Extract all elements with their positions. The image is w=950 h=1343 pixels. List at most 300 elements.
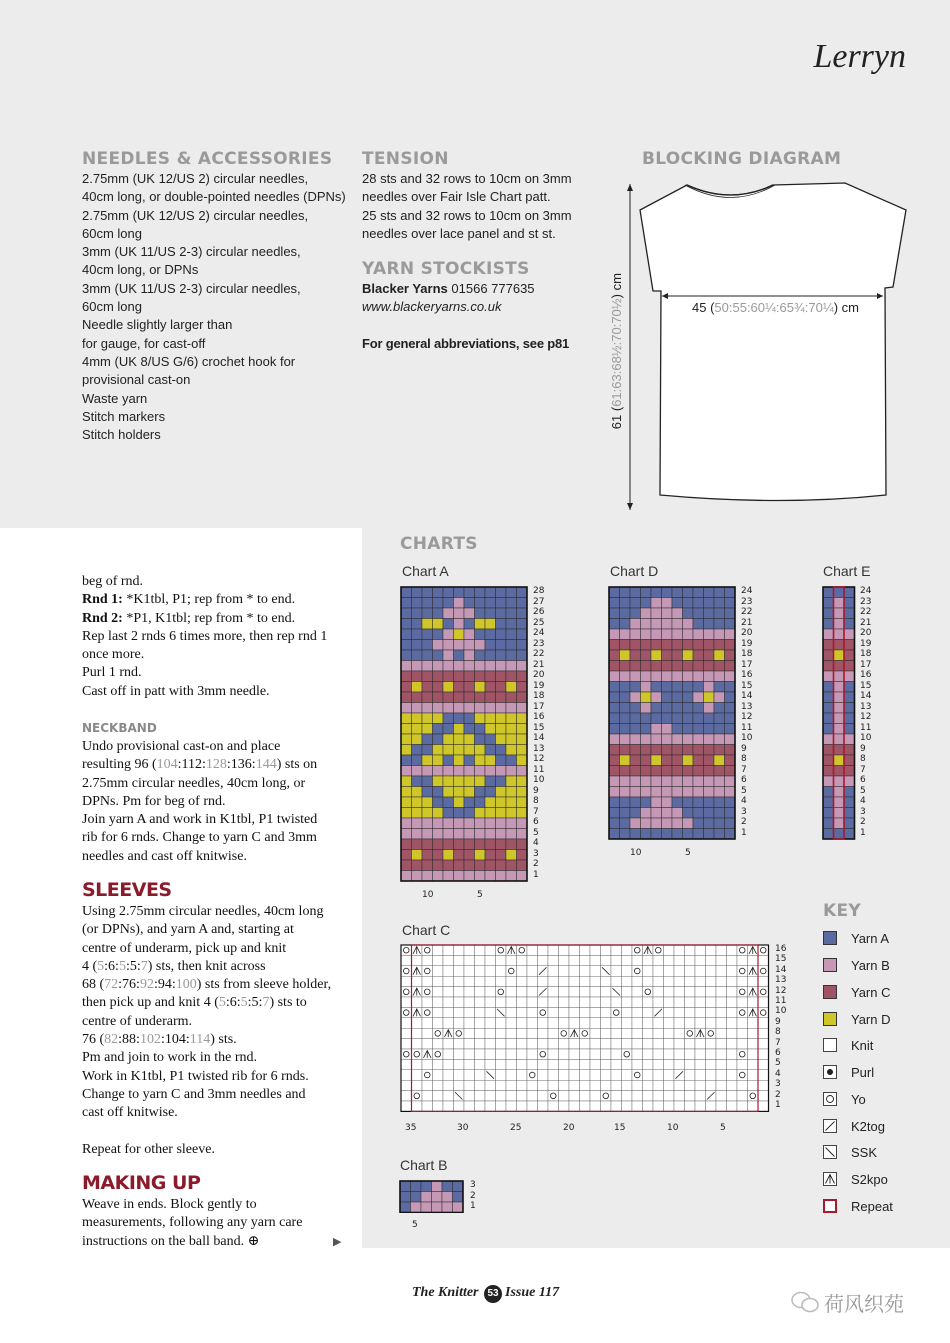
row-number: 17 (533, 701, 545, 712)
chart-cell (401, 1091, 412, 1101)
chart-cell (758, 945, 769, 955)
chart-cell (662, 608, 673, 619)
chart-cell (475, 640, 486, 651)
chart-cell (401, 987, 412, 997)
row-number: 22 (860, 607, 872, 617)
chart-cell (834, 682, 845, 693)
row-number: 7 (533, 806, 539, 817)
chart-cell (485, 966, 496, 976)
chart-cell (454, 955, 465, 965)
chart-cell (422, 987, 433, 997)
chart-cell (695, 955, 706, 965)
chart-cell (496, 598, 507, 609)
chart-cell (485, 1049, 496, 1059)
chart-cell (674, 987, 685, 997)
chart-cell (622, 1018, 633, 1028)
chart-cell (672, 682, 683, 693)
chart-cell (737, 1018, 748, 1028)
chart-cell (622, 1039, 633, 1049)
chart-cell (844, 755, 855, 766)
tension-list (362, 170, 622, 243)
chart-cell (422, 682, 433, 693)
chart-cell (496, 671, 507, 682)
chart-cell (475, 1049, 486, 1059)
row-number: 23 (533, 638, 545, 649)
chart-cell (401, 1028, 412, 1038)
chart-cell (714, 745, 725, 756)
chart-cell (695, 1018, 706, 1028)
chart-cell (517, 871, 528, 882)
chart-cell (823, 797, 834, 808)
chart-cell (630, 598, 641, 609)
chart-cell (454, 703, 465, 714)
chart-cell (580, 955, 591, 965)
chart-cell (517, 945, 528, 955)
text-line: (or DPNs), and yarn A and, starting at (82, 922, 294, 938)
chart-cell (454, 797, 465, 808)
chart-cell (630, 755, 641, 766)
chart-cell (674, 966, 685, 976)
chart-cell (464, 1070, 475, 1080)
chart-cell (643, 1070, 654, 1080)
chart-cell (433, 1059, 444, 1069)
chart-cell (727, 1018, 738, 1028)
chart-cell (601, 1059, 612, 1069)
chart-cell (401, 776, 412, 787)
chart-cell (412, 1091, 423, 1101)
chart-cell (748, 1101, 759, 1111)
color-swatch (823, 985, 837, 999)
stockists-heading: YARN STOCKISTS (362, 259, 530, 279)
chart-cell (454, 671, 465, 682)
chart-cell (725, 818, 736, 829)
chart-cell (727, 955, 738, 965)
chart-cell (695, 945, 706, 955)
chart-cell (611, 976, 622, 986)
chart-cell (517, 587, 528, 598)
chart-cell (464, 797, 475, 808)
chart-cell (651, 598, 662, 609)
size-variant: 144 (255, 757, 277, 773)
row-number: 12 (741, 712, 753, 722)
chart-cell (485, 976, 496, 986)
chart-cell (693, 724, 704, 735)
chart-cell (443, 661, 454, 672)
chart-cell (422, 766, 433, 777)
chart-cell (620, 818, 631, 829)
chart-cell (844, 745, 855, 756)
chart-c-col-number: 25 (510, 1123, 522, 1133)
size-variant: 100 (175, 977, 197, 993)
chart-e (822, 586, 858, 840)
chart-cell (433, 787, 444, 798)
chart-cell (506, 650, 517, 661)
chart-cell (662, 703, 673, 714)
chart-cell (422, 713, 433, 724)
text-line: cast off knitwise. (82, 1105, 178, 1121)
chart-cell (716, 997, 727, 1007)
chart-cell (651, 734, 662, 745)
chart-cell (485, 703, 496, 714)
chart-cell (443, 608, 454, 619)
chart-cell (506, 797, 517, 808)
chart-cell (496, 1101, 507, 1111)
chart-cell (609, 713, 620, 724)
chart-cell (609, 682, 620, 693)
chart-cell (714, 682, 725, 693)
chart-cell (641, 619, 652, 630)
chart-cell (443, 787, 454, 798)
chart-cell (475, 955, 486, 965)
row-number: 8 (860, 754, 866, 764)
chart-cell (844, 787, 855, 798)
chart-cell (517, 997, 528, 1007)
chart-cell (443, 1070, 454, 1080)
chart-cell (475, 797, 486, 808)
text-segment: ) sts, then knit across (147, 958, 266, 974)
chart-cell (611, 1080, 622, 1090)
chart-cell (464, 608, 475, 619)
chart-cell (517, 1039, 528, 1049)
chart-cell (601, 1049, 612, 1059)
chart-cell (834, 703, 845, 714)
chart-cell (475, 598, 486, 609)
chart-cell (475, 766, 486, 777)
chart-cell (443, 598, 454, 609)
chart-cell (620, 608, 631, 619)
chart-cell (422, 650, 433, 661)
chart-cell (823, 650, 834, 661)
chart-cell (704, 587, 715, 598)
chart-cell (693, 776, 704, 787)
chart-cell (683, 671, 694, 682)
chart-cell (401, 808, 412, 819)
chart-cell (454, 945, 465, 955)
chart-cell (548, 1028, 559, 1038)
chart-cell (443, 682, 454, 693)
chart-cell (538, 976, 549, 986)
size-variant: 104 (156, 757, 178, 773)
chart-d-col-10: 10 (630, 848, 642, 858)
chart-cell (632, 1018, 643, 1028)
chart-cell (443, 640, 454, 651)
chart-cell (630, 808, 641, 819)
chart-cell (622, 1059, 633, 1069)
chart-cell (685, 1007, 696, 1017)
chart-cell (834, 724, 845, 735)
chart-cell (506, 860, 517, 871)
chart-a-col-10: 10 (422, 890, 434, 900)
chart-cell (412, 1028, 423, 1038)
length-measurement (608, 256, 626, 446)
chart-cell (454, 724, 465, 735)
chart-cell (695, 997, 706, 1007)
chart-cell (630, 797, 641, 808)
chart-cell (506, 1080, 517, 1090)
chart-cell (527, 1028, 538, 1038)
chart-cell (422, 1059, 433, 1069)
chart-cell (506, 713, 517, 724)
chart-cell (485, 839, 496, 850)
chart-cell (823, 776, 834, 787)
text-line: needles over Fair Isle Chart patt. (362, 189, 551, 205)
chart-cell (632, 945, 643, 955)
tension-heading: TENSION (362, 149, 449, 169)
chart-cell (517, 1059, 528, 1069)
chart-cell (433, 587, 444, 598)
chart-cell (485, 797, 496, 808)
chart-cell (401, 640, 412, 651)
chart-cell (464, 955, 475, 965)
chart-cell (653, 955, 664, 965)
chart-cell (674, 1059, 685, 1069)
chart-cell (506, 755, 517, 766)
chart-cell (611, 997, 622, 1007)
row-number: 8 (533, 796, 539, 806)
chart-cell (630, 734, 641, 745)
chart-cell (758, 1018, 769, 1028)
chart-cell (662, 724, 673, 735)
chart-cell (485, 787, 496, 798)
chart-cell (506, 839, 517, 850)
text-line: 2.75mm (UK 12/US 2) circular needles, (82, 171, 309, 186)
chart-b (399, 1180, 465, 1213)
chart-cell (538, 1059, 549, 1069)
chart-cell (496, 629, 507, 640)
chart-cell (464, 860, 475, 871)
chart-cell (548, 1091, 559, 1101)
chart-cell (517, 671, 528, 682)
watermark-text: 荷风织苑 (824, 1292, 904, 1316)
chart-cell (443, 808, 454, 819)
chart-cell (559, 1049, 570, 1059)
row-number: 3 (470, 1180, 476, 1190)
chart-cell (401, 818, 412, 829)
chart-cell (464, 713, 475, 724)
chart-cell (475, 619, 486, 630)
chart-cell (685, 1028, 696, 1038)
chart-cell (401, 1018, 412, 1028)
chart-cell (714, 734, 725, 745)
chart-cell (601, 1101, 612, 1111)
k2tog-icon (823, 1119, 837, 1133)
chart-cell (443, 587, 454, 598)
chart-cell (704, 608, 715, 619)
chart-cell (454, 640, 465, 651)
chart-cell (662, 640, 673, 651)
chart-cell (704, 787, 715, 798)
chart-cell (538, 1028, 549, 1038)
chart-cell (485, 860, 496, 871)
row-number: 9 (860, 743, 866, 754)
chart-cell (443, 734, 454, 745)
chart-cell (527, 1080, 538, 1090)
chart-cell (641, 692, 652, 703)
chart-cell (651, 755, 662, 766)
stockist-brand: Blacker Yarns (362, 281, 448, 296)
chart-cell (475, 587, 486, 598)
chart-cell (506, 787, 517, 798)
chart-cell (527, 1018, 538, 1028)
chart-cell (685, 945, 696, 955)
chart-cell (601, 997, 612, 1007)
chart-cell (517, 839, 528, 850)
chart-cell (454, 1007, 465, 1017)
chart-cell (433, 818, 444, 829)
chart-cell (672, 797, 683, 808)
chart-cell (727, 997, 738, 1007)
key-label: K2tog (851, 1119, 885, 1134)
chart-cell (517, 808, 528, 819)
row-number: 2 (860, 817, 866, 827)
chart-cell (485, 987, 496, 997)
chart-cell (527, 945, 538, 955)
chart-cell (412, 1101, 423, 1111)
chart-cell (517, 713, 528, 724)
chart-cell (611, 1028, 622, 1038)
chart-cell (641, 829, 652, 840)
chart-cell (725, 755, 736, 766)
chart-cell (748, 955, 759, 965)
chart-cell (485, 871, 496, 882)
chart-cell (844, 587, 855, 598)
chart-cell (454, 682, 465, 693)
chart-cell (454, 808, 465, 819)
chart-cell (725, 619, 736, 630)
chart-cell (714, 629, 725, 640)
chart-cell (496, 818, 507, 829)
row-number: 28 (533, 586, 545, 596)
chart-cell (632, 1080, 643, 1090)
chart-cell (641, 598, 652, 609)
chart-cell (454, 1039, 465, 1049)
chart-cell (433, 629, 444, 640)
row-number: 15 (860, 680, 872, 691)
chart-cell (641, 724, 652, 735)
chart-cell (611, 1018, 622, 1028)
chart-cell (464, 1028, 475, 1038)
chart-cell (538, 1070, 549, 1080)
chart-cell (559, 955, 570, 965)
chart-cell (475, 976, 486, 986)
chart-cell (632, 1007, 643, 1017)
chart-cell (834, 650, 845, 661)
chart-cell (620, 755, 631, 766)
row-number: 16 (860, 670, 872, 680)
chart-cell (725, 692, 736, 703)
chart-cell (433, 871, 444, 882)
chart-cell (609, 703, 620, 714)
chart-cell (548, 1039, 559, 1049)
chat-logo-icon (790, 1290, 820, 1314)
chart-cell (580, 987, 591, 997)
chart-cell (506, 671, 517, 682)
chart-cell (464, 776, 475, 787)
chart-cell (464, 945, 475, 955)
chart-cell (748, 976, 759, 986)
chart-cell (401, 787, 412, 798)
chart-cell (569, 966, 580, 976)
chart-cell (485, 1080, 496, 1090)
stockist-website[interactable]: www.blackeryarns.co.uk (362, 299, 502, 314)
chart-cell (517, 1028, 528, 1038)
chart-cell (662, 766, 673, 777)
key-label: Yo (851, 1092, 866, 1107)
row-number: 17 (741, 659, 753, 670)
text-segment: :76: (118, 977, 140, 993)
row-number: 14 (741, 691, 753, 701)
next-page-arrow[interactable]: ▶ (333, 1236, 342, 1248)
chart-cell (464, 734, 475, 745)
chart-cell (725, 797, 736, 808)
chart-cell (674, 1018, 685, 1028)
chart-cell (569, 1101, 580, 1111)
key-heading: KEY (823, 901, 861, 921)
chart-cell (422, 945, 433, 955)
chart-cell (506, 871, 517, 882)
row-number: 3 (533, 848, 539, 859)
row-number: 13 (860, 701, 872, 712)
chart-cell (651, 829, 662, 840)
chart-cell (433, 966, 444, 976)
row-number: 7 (741, 764, 747, 775)
chart-cell (725, 682, 736, 693)
row-number: 18 (741, 649, 753, 659)
chart-cell (834, 598, 845, 609)
chart-cell (685, 987, 696, 997)
chart-cell (485, 997, 496, 1007)
chart-cell (630, 745, 641, 756)
chart-cell (693, 808, 704, 819)
rnd2-label: Rnd 2: (82, 610, 123, 626)
chart-cell (485, 640, 496, 651)
chart-cell (695, 1091, 706, 1101)
chart-cell (517, 703, 528, 714)
chart-cell (412, 818, 423, 829)
chart-cell (674, 1101, 685, 1111)
chart-cell (620, 808, 631, 819)
chart-cell (422, 587, 433, 598)
repeat-note: Repeat for other sleeve. (82, 1142, 215, 1157)
row-number: 19 (741, 638, 753, 649)
chart-cell (609, 650, 620, 661)
chart-cell (653, 997, 664, 1007)
chart-cell (622, 966, 633, 976)
chart-cell (485, 692, 496, 703)
chart-cell (651, 766, 662, 777)
chart-cell (590, 1007, 601, 1017)
text-segment: :5: (125, 958, 141, 974)
row-number: 7 (860, 764, 866, 775)
chart-cell (714, 650, 725, 661)
chart-cell (590, 1018, 601, 1028)
chart-cell (422, 703, 433, 714)
text-line (82, 994, 357, 1012)
chart-cell (590, 997, 601, 1007)
chart-cell (421, 1181, 432, 1192)
row-number: 19 (533, 680, 545, 691)
chart-cell (834, 797, 845, 808)
chart-cell (727, 1007, 738, 1017)
chart-cell (704, 797, 715, 808)
chart-cell (672, 692, 683, 703)
chart-cell (725, 661, 736, 672)
chart-cell (704, 808, 715, 819)
chart-cell (662, 671, 673, 682)
chart-cell (630, 713, 641, 724)
chart-cell (662, 619, 673, 630)
chart-cell (454, 598, 465, 609)
